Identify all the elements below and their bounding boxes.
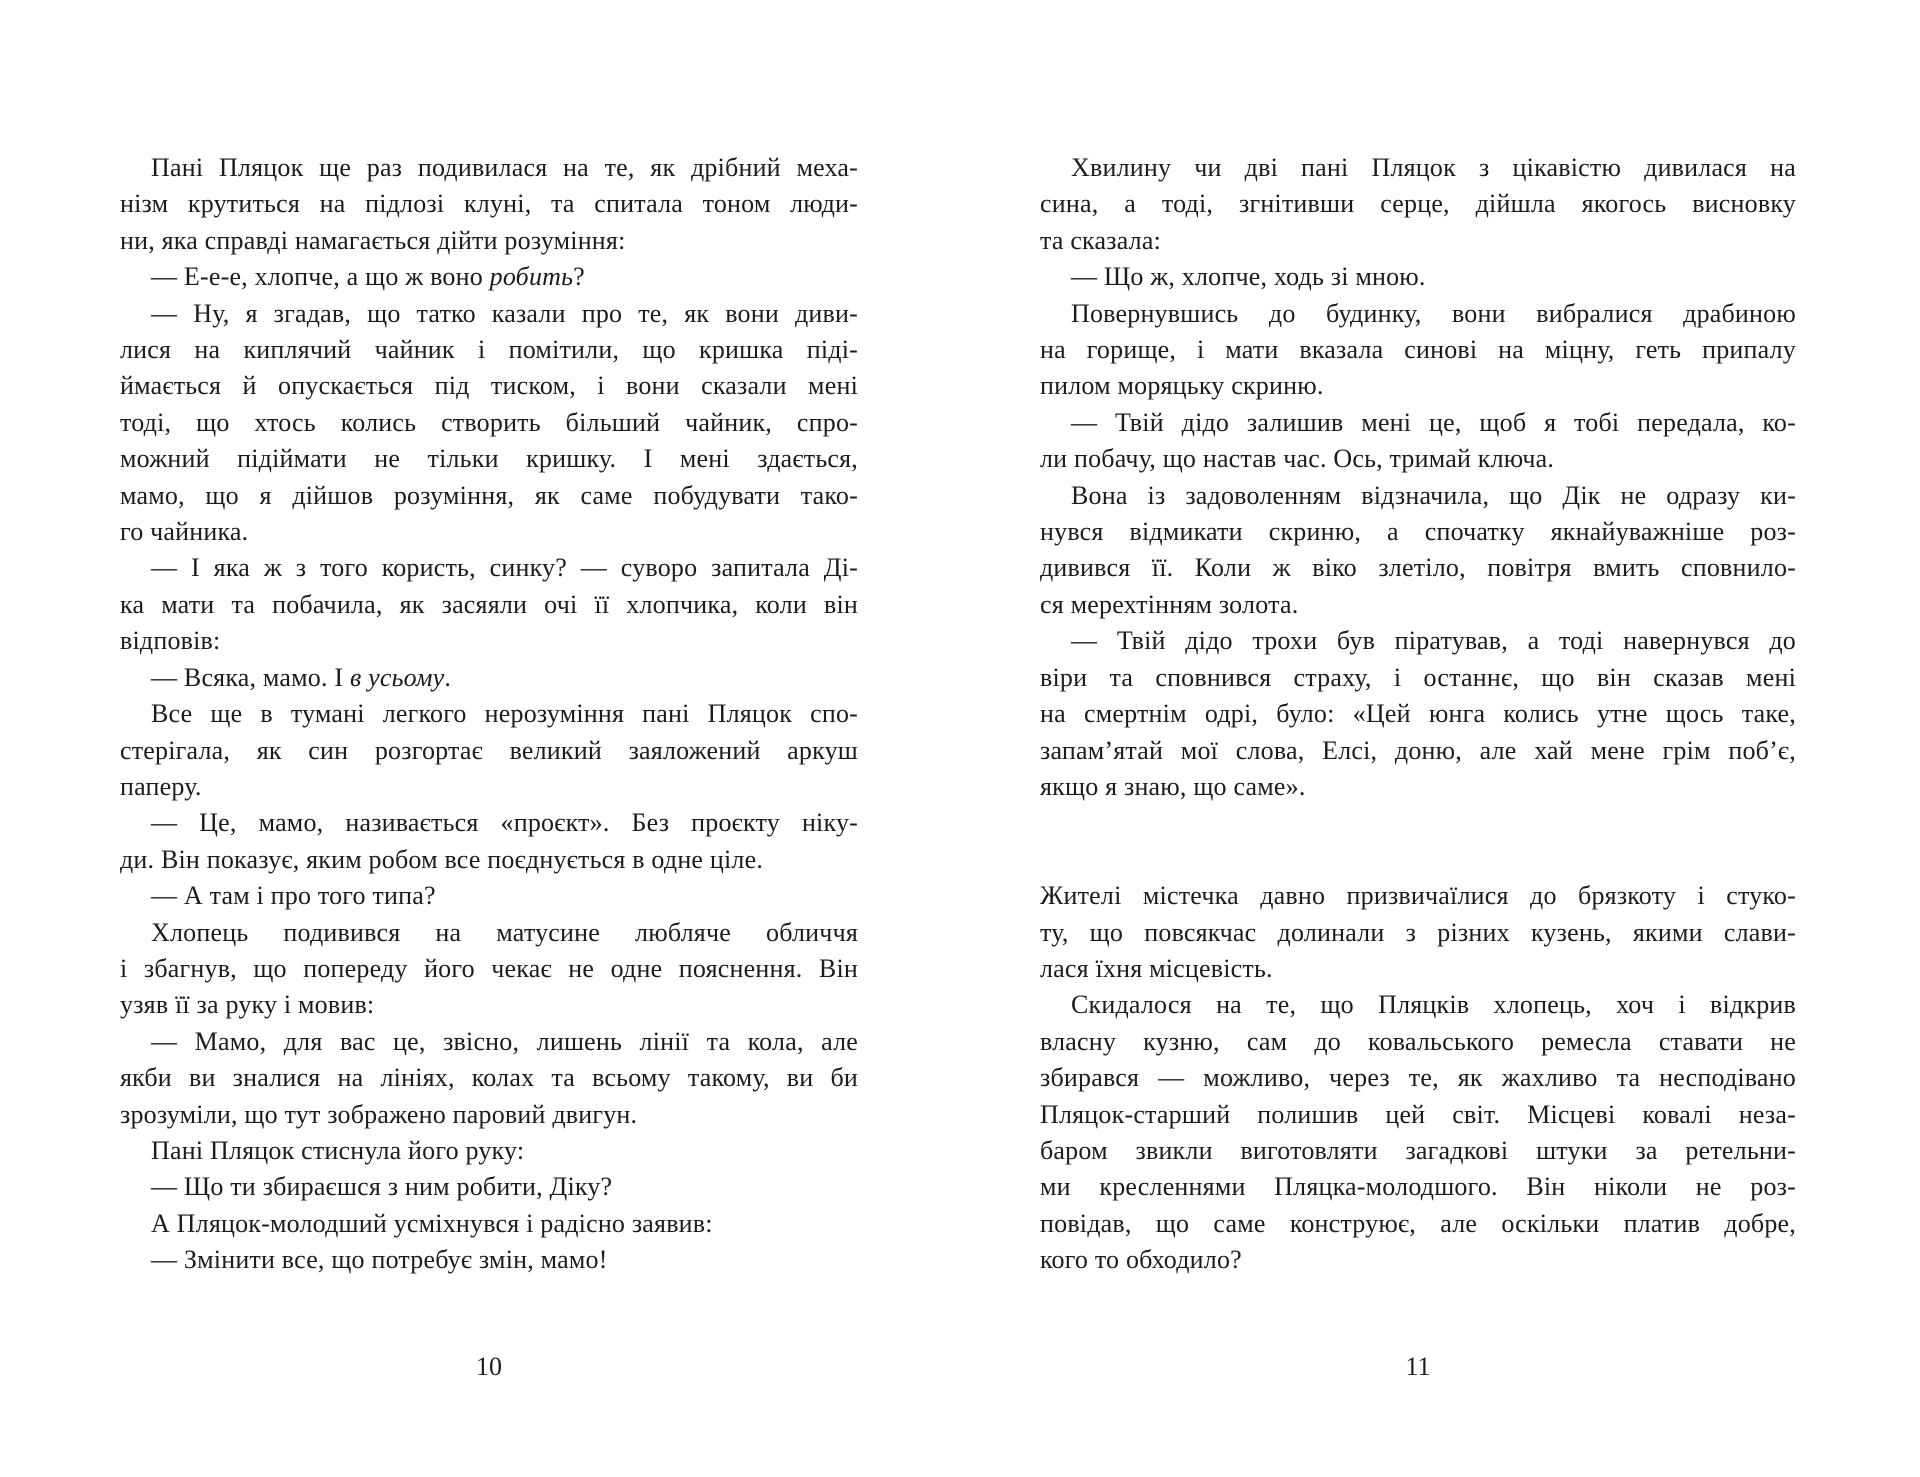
text-line: Все ще в тумані легкого нерозуміння пані Пляцок спо- [151,699,858,729]
text-line: узяв її за руку і мовив: [120,990,375,1020]
text-line: ка мати та побачила, як засяяли очі її хлопчика, коли він [120,589,858,619]
text-line: ся мерехтінням золота. [1040,589,1299,619]
text-line: запам’ятай мої слова, Елсі, доню, але хай мене грім поб’є, [1040,735,1796,765]
text-line: Повернувшись до будинку, вони вибралися драбиною [1071,298,1796,328]
text-line: — Всяка, мамо. І в усьому. [151,662,452,692]
text-line: А Пляцок-молодший усміхнувся і радісно заявив: [151,1208,713,1238]
text-line: — Ну, я згадав, що татко казали про те, як вони диви- [151,298,858,328]
text-line: Хвилину чи дві пані Пляцок з цікавістю дивилася на [1071,153,1796,182]
text-line: якщо я знаю, що саме». [1040,771,1306,801]
text-line: пилом моряцьку скриню. [1040,371,1324,401]
text-line: на горище, і мати вказала синові на міцну, геть припалу [1040,335,1796,365]
text-line: ди. Він показує, яким робом все поєднується в одне ціле. [120,844,764,874]
text-line: лася їхня місцевість. [1040,953,1273,983]
text-line: та сказала: [1040,225,1162,255]
text-line: — А там і про того типа? [151,881,436,911]
text-line: Пані Пляцок стиснула його руку: [151,1135,525,1165]
page-number-right: 11 [1405,1352,1431,1381]
text-line: паперу. [120,771,202,801]
text-line: — Е-е-е, хлопче, а що ж воно робить? [151,262,585,292]
text-line: нувся відмикати скриню, а спочатку якнайуважніше роз- [1040,517,1796,547]
text-line: збирався — можливо, через те, як жахливо та несподівано [1040,1063,1796,1093]
text-line: на смертнім одрі, було: «Цей юнга колись утне щось таке, [1040,699,1796,729]
text-line: ли побачу, що настав час. Ось, тримай ключа. [1040,444,1555,474]
text-line: ни, яка справді намагається дійти розуміння: [120,225,626,255]
text-line: зрозуміли, що тут зображено паровий двигун. [120,1099,638,1129]
text-line: — Твій дідо трохи був піратував, а тоді навернувся до [1071,626,1796,656]
text-line: мамо, що я дійшов розуміння, як саме побудувати тако- [120,480,858,510]
text-line: Вона із задоволенням відзначила, що Дік не одразу ки- [1071,480,1796,510]
text-line: нізм крутиться на підлозі клуні, та спитала тоном люди- [120,189,858,219]
text-line: — Що ж, хлопче, ходь зі мною. [1071,262,1426,292]
text-line: — Що ти збираєшся з ним робити, Діку? [151,1172,613,1202]
section-break [1040,805,1796,878]
page-number-left: 10 [476,1352,502,1381]
text-line: і збагнув, що попереду його чекає не одне пояснення. Він [120,953,858,983]
text-line: — І яка ж з того користь, синку? — суворо запитала Ді- [151,553,858,583]
text-line: сина, а тоді, згнітивши серце, дійшла якогось висновку [1040,189,1796,219]
text-line: Хлопець подивився на матусине любляче обличчя [151,917,858,947]
text-line: повідав, що саме конструює, але оскільки платив добре, [1040,1208,1796,1238]
text-line: ймається й опускається під тиском, і вони сказали мені [120,371,858,401]
text-line: можний підіймати не тільки кришку. І мені здається, [120,444,858,474]
text-line: ту, що повсякчас долинали з різних кузень, якими слави- [1040,917,1796,947]
text-line: — Твій дідо залишив мені це, щоб я тобі передала, ко- [1071,407,1796,437]
text-line: відповів: [120,626,221,656]
text-line: баром звикли виготовляти загадкові штуки за ретельни- [1040,1135,1796,1165]
text-line: віри та сповнився страху, і останнє, що він сказав мені [1040,662,1796,692]
text-line: кого то обходило? [1040,1245,1242,1275]
text-line: го чайника. [120,517,249,547]
text-line: стерігала, як син розгортає великий заяложений аркуш [120,735,858,765]
text-line: тоді, що хтось колись створить більший чайник, спро- [120,407,858,437]
text-line: власну кузню, сам до ковальського ремесла ставати не [1040,1026,1796,1056]
page-right-text-block [1040,150,1796,1279]
text-line: Скидалося на те, що Пляцків хлопець, хоч і відкрив [1071,990,1796,1020]
text-line: Жителі містечка давно призвичаїлися до брязкоту і стуко- [1040,881,1796,911]
text-line: Пані Пляцок ще раз подивилася на те, як дрібний меха- [151,153,858,182]
text-line: якби ви зналися на лініях, колах та всьому такому, ви би [120,1063,858,1093]
text-line: — Мамо, для вас це, звісно, лишень лінії та кола, але [151,1026,858,1056]
text-line: дивився її. Коли ж віко злетіло, повітря вмить сповнило- [1040,553,1796,583]
text-line: — Це, мамо, називається «проєкт». Без проєкту ніку- [151,808,858,838]
text-line: Пляцок-старший полишив цей світ. Місцеві ковалі неза- [1040,1099,1796,1129]
page-left-text-block [120,150,858,1279]
text-line: — Змінити все, що потребує змін, мамо! [151,1245,608,1275]
text-line: ми кресленнями Пляцка-молодшого. Він ніколи не роз- [1040,1172,1796,1202]
text-line: лися на киплячий чайник і помітили, що кришка піді- [120,335,858,365]
